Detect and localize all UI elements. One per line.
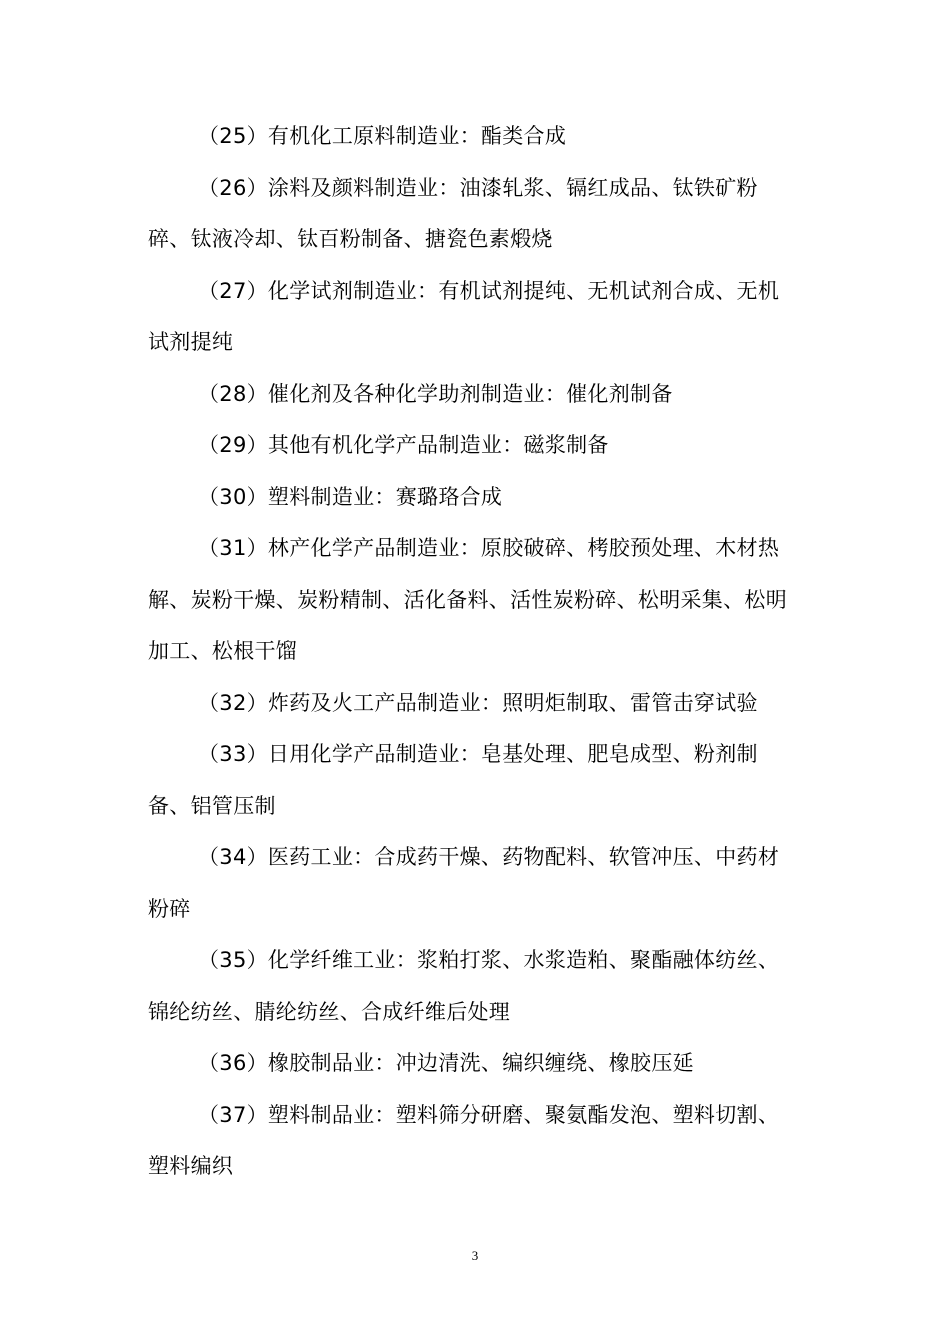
paragraph-29: [148, 420, 798, 472]
paragraph-28: [148, 369, 798, 421]
item-number: （29）: [198, 433, 268, 457]
item-text: 林产化学产品制造业：原胶破碎、栲胶预处理、木材热解、炭粉干燥、炭粉精制、活化备料、活性炭粉碎、松明采集、松明加工、松根干馏: [148, 536, 787, 663]
paragraph-30: [148, 472, 798, 524]
paragraph-27: [148, 266, 798, 369]
paragraph-34: [148, 832, 798, 935]
paragraph-35: [148, 935, 798, 1038]
item-text: 日用化学产品制造业：皂基处理、肥皂成型、粉剂制备、铝管压制: [148, 742, 758, 818]
page-number: 3: [471, 1248, 479, 1263]
item-text: 化学纤维工业：浆粕打浆、水浆造粕、聚酯融体纺丝、锦纶纺丝、腈纶纺丝、合成纤维后处理: [148, 948, 780, 1024]
item-number: （34）: [198, 845, 268, 869]
item-number: （27）: [198, 278, 268, 303]
item-text: 医药工业：合成药干燥、药物配料、软管冲压、中药材粉碎: [148, 845, 780, 921]
item-number: （32）: [198, 690, 268, 715]
item-text: 炸药及火工产品制造业：照明炬制取、雷管击穿试验: [267, 690, 758, 715]
item-number: （26）: [198, 175, 268, 200]
item-number: （28）: [198, 381, 268, 406]
item-text: 有机化工原料制造业：酯类合成: [267, 124, 567, 148]
paragraph-33: [148, 729, 798, 832]
paragraph-36: [148, 1038, 798, 1090]
item-number: （36）: [198, 1051, 268, 1075]
item-number: （33）: [198, 742, 268, 766]
paragraph-37: [148, 1090, 798, 1193]
item-text: 塑料制品业：塑料筛分研磨、聚氨酯发泡、塑料切割、塑料编织: [148, 1102, 780, 1178]
item-number: （31）: [198, 536, 268, 560]
item-number: （25）: [198, 124, 268, 148]
item-text: 涂料及颜料制造业：油漆轧浆、镉红成品、钛铁矿粉碎、钛液冷却、钛百粉制备、搪瓷色素煅烧: [148, 175, 758, 251]
document-body: [148, 111, 798, 1193]
paragraph-31: [148, 523, 798, 678]
paragraph-25: [148, 111, 798, 163]
item-number: （37）: [198, 1102, 268, 1127]
item-number: （35）: [198, 948, 268, 972]
item-text: 化学试剂制造业：有机试剂提纯、无机试剂合成、无机试剂提纯: [148, 278, 780, 354]
item-number: （30）: [198, 484, 268, 509]
item-text: 催化剂及各种化学助剂制造业：催化剂制备: [267, 381, 673, 406]
item-text: 橡胶制品业：冲边清洗、编织缠绕、橡胶压延: [267, 1051, 694, 1075]
paragraph-26: [148, 163, 798, 266]
item-text: 其他有机化学产品制造业：磁浆制备: [267, 433, 609, 457]
item-text: 塑料制造业：赛璐珞合成: [267, 484, 503, 509]
paragraph-32: [148, 678, 798, 730]
